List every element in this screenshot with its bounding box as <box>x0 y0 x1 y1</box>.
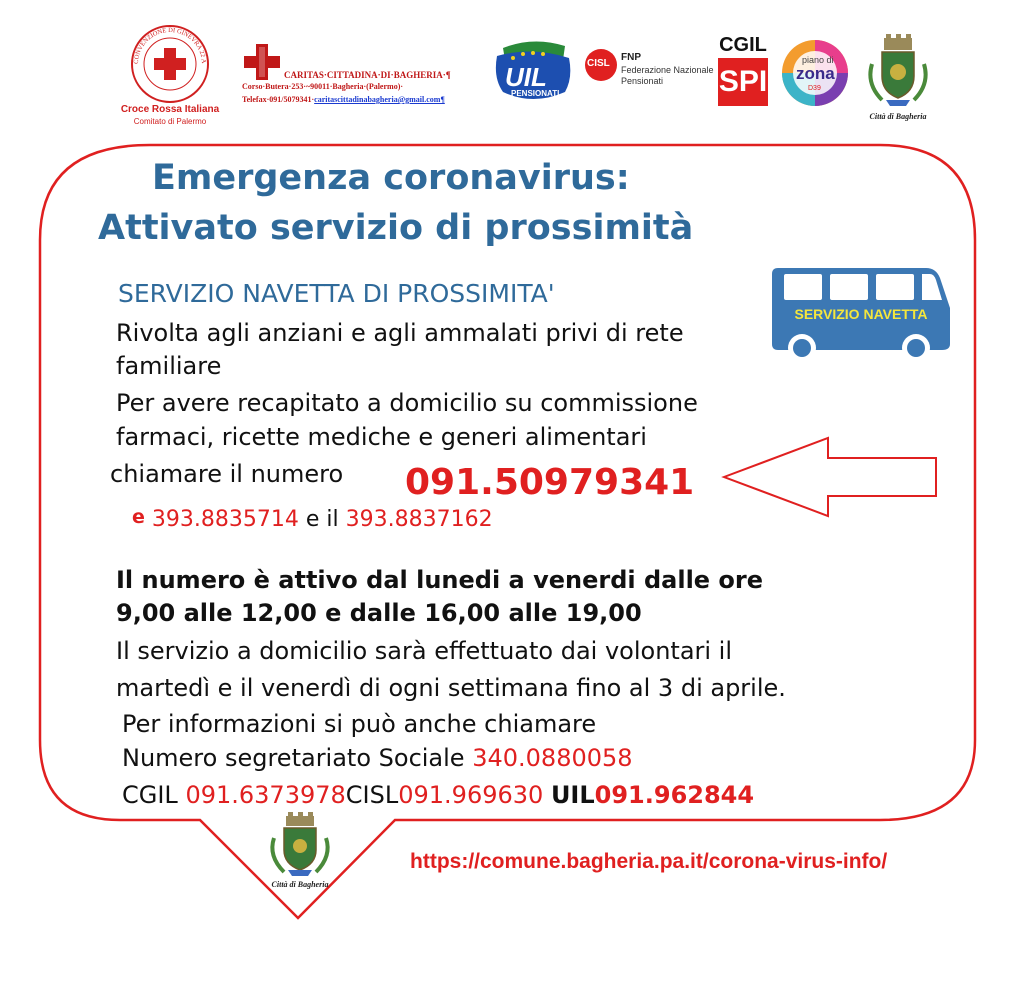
title-line2: Attivato servizio di prossimità <box>98 208 694 248</box>
cisl-number[interactable]: 091.969630 <box>398 781 544 809</box>
citta-caption-top: Città di Bagheria <box>869 112 927 121</box>
piano-di-zona-logo <box>780 38 850 108</box>
hours-line3: Il servizio a domicilio sarà effettuato dai volontari il <box>116 637 733 665</box>
caritas-line3 <box>242 95 445 104</box>
cisl-fnp-logo <box>584 48 714 93</box>
red-cross-ring-text: CONVENZIONE DI GINEVRA 22 A <box>132 26 208 65</box>
service-line4: farmaci, ricette mediche e generi alimentari <box>116 423 647 451</box>
bus-label: SERVIZIO NAVETTA <box>794 306 928 322</box>
cgil-spi-logo <box>716 34 770 108</box>
hours-line4: martedì e il venerdì di ogni settimana fino al 3 di aprile. <box>116 674 786 702</box>
red-cross-name: Croce Rossa Italiana <box>120 104 220 115</box>
segretariato-number[interactable]: 340.0880058 <box>472 744 633 772</box>
citta-bagheria-logo-top <box>860 34 936 126</box>
red-cross-logo <box>110 20 230 125</box>
cisl-desc2: Pensionati <box>621 76 664 86</box>
caritas-cross-icon <box>242 42 282 82</box>
uil-label: UIL <box>550 781 595 809</box>
title-line1: Emergenza coronavirus: <box>152 158 630 198</box>
cgil-text: CGIL <box>719 34 767 56</box>
citta-caption-bottom: Città di Bagheria <box>271 880 329 889</box>
and-2: e il <box>305 507 339 532</box>
service-line3: Per avere recapitato a domicilio su commissione <box>116 389 698 417</box>
cisl-desc1: Federazione Nazionale <box>621 65 714 75</box>
hours-line2: 9,00 alle 12,00 e dalle 16,00 alle 19,00 <box>116 599 642 627</box>
cgil-label: CGIL <box>122 781 178 809</box>
call-text: chiamare il numero <box>110 460 344 488</box>
coat-of-arms-icon <box>860 34 936 110</box>
spi-box <box>718 58 768 106</box>
and-1: e <box>132 506 145 528</box>
arrow-left-icon <box>700 436 940 518</box>
svg-text:CONVENZIONE DI GINEVRA 22 AGOS <box>110 20 207 64</box>
info-segretariato <box>122 744 633 772</box>
caritas-line2: Corso·Butera·253·~90011·Bagheria·(Palermo)· <box>242 82 404 91</box>
cisl-label: CISL <box>345 781 399 809</box>
uil-number[interactable]: 091.962844 <box>594 781 755 809</box>
shuttle-bus-illustration <box>770 264 952 364</box>
service-heading: SERVIZIO NAVETTA DI PROSSIMITA' <box>118 279 555 308</box>
piano-line3: D39 <box>808 85 821 92</box>
website-link[interactable]: https://comune.bagheria.pa.it/corona-virus-info/ <box>410 850 888 873</box>
spi-text: SPI <box>718 65 768 98</box>
main-phone-number[interactable]: 091.50979341 <box>405 462 695 503</box>
uil-pensionati-logo <box>483 38 575 106</box>
citta-bagheria-logo-bottom <box>262 812 338 894</box>
piano-line1: piano di <box>802 55 834 65</box>
caritas-logo <box>240 42 490 112</box>
caritas-line1: CARITAS·CITTADINA·DI·BAGHERIA·¶ <box>284 70 451 80</box>
caritas-telefax: Telefax·091/5079341· <box>242 95 315 104</box>
uil-name: UIL <box>505 62 547 92</box>
coat-of-arms-icon <box>262 812 338 880</box>
hours-line1: Il numero è attivo dal lunedi a venerdi dalle ore <box>116 566 764 594</box>
phone-number-3[interactable]: 393.8837162 <box>345 507 493 532</box>
caritas-email-link[interactable]: caritascittadinabagheria@gmail.com¶ <box>314 95 445 104</box>
uil-sub: PENSIONATI <box>511 89 560 98</box>
service-line1: Rivolta agli anziani e agli ammalati privi di rete <box>116 319 684 347</box>
cisl-name: CISL <box>587 58 610 69</box>
cisl-fnp: FNP <box>621 52 641 63</box>
segretariato-label: Numero segretariato Sociale <box>122 744 465 772</box>
red-cross-emblem-icon <box>110 20 230 105</box>
red-cross-sub: Comitato di Palermo <box>133 117 207 126</box>
secondary-numbers <box>132 507 493 532</box>
info-unions <box>122 781 754 809</box>
service-line2: familiare <box>116 352 222 380</box>
info-line1: Per informazioni si può anche chiamare <box>122 710 597 738</box>
cgil-number[interactable]: 091.6373978 <box>185 781 346 809</box>
phone-number-2[interactable]: 393.8835714 <box>151 507 299 532</box>
piano-line2: zona <box>796 64 835 83</box>
